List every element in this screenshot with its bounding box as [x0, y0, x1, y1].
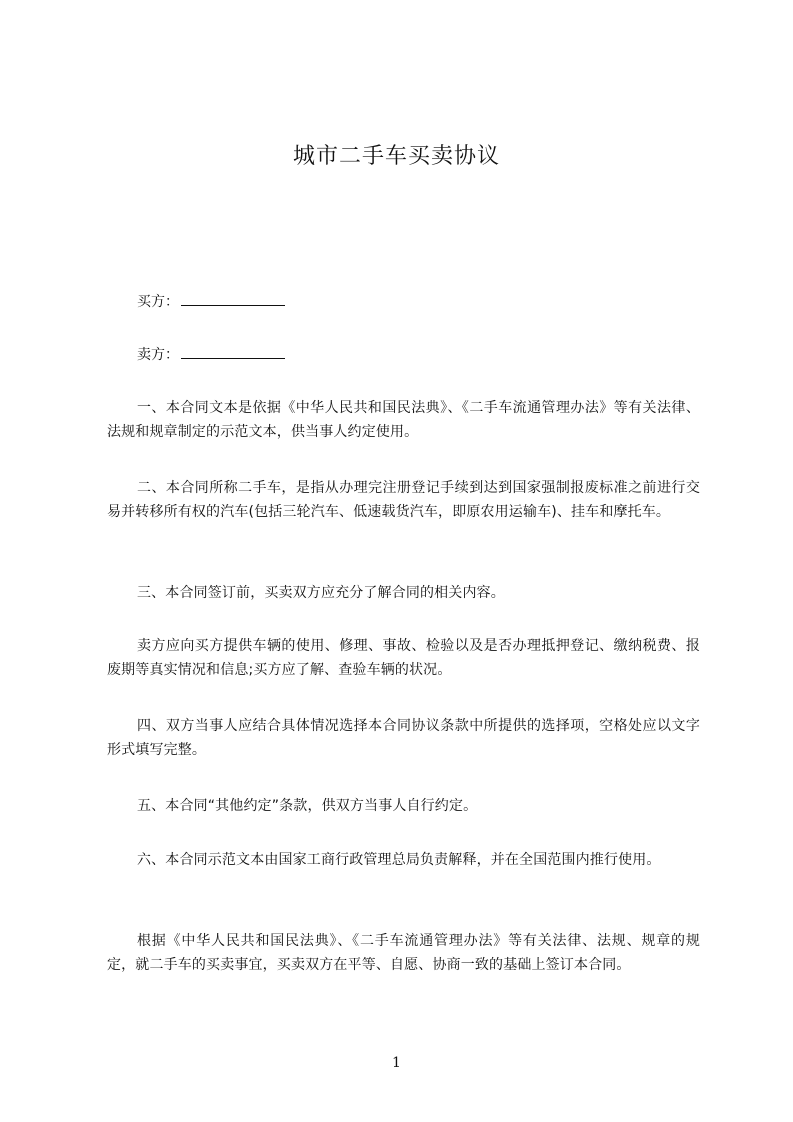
paragraph-2: 二、本合同所称二手车，是指从办理完注册登记手续到达到国家强制报废标准之前进行交易并转移所有权的汽车(包括三轮汽车、低速载货汽车，即原农用运输车)、挂车和摩托车。 [107, 480, 700, 520]
buyer-line [137, 291, 285, 312]
paragraph-4: 卖方应向买方提供车辆的使用、修理、事故、检验以及是否办理抵押登记、缴纳税费、报废期等真实情况和信息;买方应了解、查验车辆的状况。 [107, 638, 700, 678]
document-title: 城市二手车买卖协议 [292, 144, 500, 169]
seller-label: 卖方： [137, 347, 179, 363]
paragraph-6: 五、本合同“其他约定”条款，供双方当事人自行约定。 [137, 798, 478, 814]
page-number: 1 [392, 1055, 401, 1071]
buyer-label: 买方： [137, 294, 179, 310]
paragraph-7: 六、本合同示范文本由国家工商行政管理总局负责解释，并在全国范围内推行使用。 [137, 852, 661, 868]
paragraph-8: 根据《中华人民共和国民法典》、《二手车流通管理办法》等有关法律、法规、规章的规定，就二手车的买卖事宜，买卖双方在平等、自愿、协商一致的基础上签订本合同。 [107, 933, 700, 973]
paragraph-5: 四、双方当事人应结合具体情况选择本合同协议条款中所提供的选择项，空格处应以文字形式填写完整。 [107, 718, 700, 758]
seller-line [137, 344, 285, 365]
seller-blank [181, 344, 285, 359]
paragraph-3: 三、本合同签订前，买卖双方应充分了解合同的相关内容。 [137, 585, 505, 601]
buyer-blank [181, 291, 285, 306]
paragraph-1: 一、本合同文本是依据《中华人民共和国民法典》、《二手车流通管理办法》等有关法律、法规和规章制定的示范文本，供当事人约定使用。 [107, 400, 700, 440]
